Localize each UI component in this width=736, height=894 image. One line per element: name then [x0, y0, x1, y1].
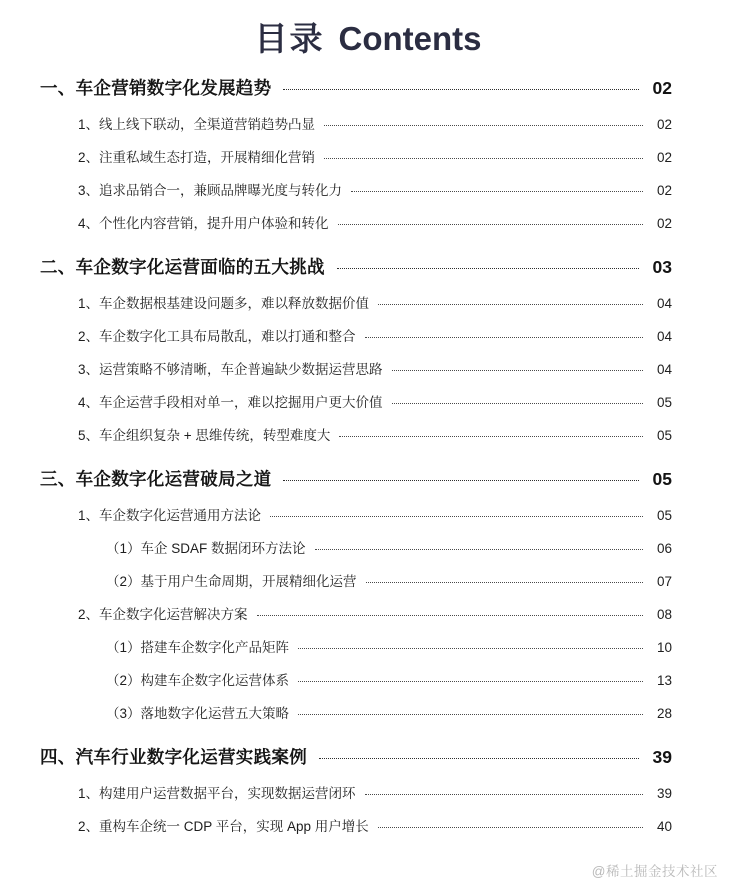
- toc-entry-label: 2、注重私域生态打造，开展精细化营销: [78, 149, 316, 165]
- leader-dots: [298, 680, 643, 682]
- toc-entry-label: 1、线上线下联动，全渠道营销趋势凸显: [78, 116, 316, 132]
- toc-subentry[interactable]: [40, 815, 672, 835]
- toc-entry-label: 1、车企数据根基建设问题多，难以释放数据价值: [78, 295, 370, 311]
- leader-dots: [378, 826, 643, 828]
- watermark: @稀土掘金技术社区: [591, 864, 718, 879]
- leader-dots: [298, 647, 643, 649]
- leader-dots: [339, 435, 643, 437]
- toc-entry-page: 07: [656, 573, 672, 589]
- toc-entry-label: 5、车企组织复杂 + 思维传统，转型难度大: [78, 427, 331, 443]
- toc-section-1: [40, 75, 672, 232]
- toc-subsubentry[interactable]: [40, 537, 672, 557]
- page-title: [0, 0, 736, 65]
- toc-entry-page: 02: [656, 116, 672, 132]
- toc-entry-page: 02: [652, 77, 672, 98]
- toc-subentry[interactable]: [40, 179, 672, 199]
- toc-entry-page: 39: [656, 785, 672, 801]
- page-title-cn: 目录: [254, 20, 325, 57]
- leader-dots: [283, 479, 639, 481]
- toc-entry-label: 四、汽车行业数字化运营实践案例: [40, 746, 307, 767]
- leader-dots: [366, 581, 643, 583]
- toc-entry-label: 2、重构车企统一 CDP 平台，实现 App 用户增长: [78, 818, 369, 834]
- toc-entry-label: 3、追求品销合一，兼顾品牌曝光度与转化力: [78, 182, 343, 198]
- toc-entry-label: （2）基于用户生命周期，开展精细化运营: [106, 573, 357, 589]
- toc-entry-label: 4、个性化内容营销，提升用户体验和转化: [78, 215, 329, 231]
- toc-entry-page: 02: [656, 215, 672, 231]
- toc-section-heading[interactable]: [40, 466, 672, 491]
- leader-dots: [257, 614, 643, 616]
- toc-subentry[interactable]: [40, 782, 672, 802]
- toc-entry-label: 三、车企数字化运营破局之道: [40, 468, 272, 489]
- leader-dots: [365, 336, 643, 338]
- leader-dots: [337, 267, 639, 269]
- toc-entry-page: 08: [656, 606, 672, 622]
- leader-dots: [392, 402, 643, 404]
- toc-subentry[interactable]: [40, 424, 672, 444]
- toc-subentry[interactable]: [40, 603, 672, 623]
- toc-entry-label: （1）搭建车企数字化产品矩阵: [106, 639, 290, 655]
- leader-dots: [392, 369, 643, 371]
- toc-entry-label: 4、车企运营手段相对单一，难以挖掘用户更大价值: [78, 394, 383, 410]
- toc-subentry[interactable]: [40, 292, 672, 312]
- toc-subentry[interactable]: [40, 358, 672, 378]
- toc-entry-label: 1、构建用户运营数据平台，实现数据运营闭环: [78, 785, 356, 801]
- toc-entry-label: 一、车企营销数字化发展趋势: [40, 77, 272, 98]
- toc-subentry[interactable]: [40, 113, 672, 133]
- toc-subentry[interactable]: [40, 212, 672, 232]
- toc-list: [0, 75, 736, 835]
- leader-dots: [351, 190, 643, 192]
- leader-dots: [315, 548, 643, 550]
- toc-section-heading[interactable]: [40, 254, 672, 279]
- toc-entry-page: 05: [656, 507, 672, 523]
- toc-entry-page: 13: [656, 672, 672, 688]
- toc-entry-label: 2、车企数字化运营解决方案: [78, 606, 248, 622]
- leader-dots: [365, 793, 643, 795]
- toc-subsubentry[interactable]: [40, 636, 672, 656]
- leader-dots: [338, 223, 643, 225]
- toc-entry-page: 05: [656, 394, 672, 410]
- toc-entry-label: 1、车企数字化运营通用方法论: [78, 507, 262, 523]
- page-title-en: Contents: [338, 20, 482, 57]
- toc-entry-label: （2）构建车企数字化运营体系: [106, 672, 290, 688]
- toc-entry-page: 28: [656, 705, 672, 721]
- toc-entry-label: 3、运营策略不够清晰，车企普遍缺少数据运营思路: [78, 361, 383, 377]
- toc-section-2: [40, 254, 672, 444]
- toc-entry-label: （3）落地数字化运营五大策略: [106, 705, 290, 721]
- toc-entry-page: 02: [656, 182, 672, 198]
- toc-subsubentry[interactable]: [40, 570, 672, 590]
- toc-subsubentry[interactable]: [40, 702, 672, 722]
- leader-dots: [270, 515, 643, 517]
- toc-entry-page: 10: [656, 639, 672, 655]
- toc-entry-page: 02: [656, 149, 672, 165]
- toc-section-4: [40, 744, 672, 835]
- toc-section-3: [40, 466, 672, 722]
- toc-entry-page: 40: [656, 818, 672, 834]
- toc-entry-label: 2、车企数字化工具布局散乱，难以打通和整合: [78, 328, 356, 344]
- toc-entry-page: 05: [656, 427, 672, 443]
- toc-subentry[interactable]: [40, 391, 672, 411]
- toc-entry-page: 04: [656, 295, 672, 311]
- toc-subentry[interactable]: [40, 146, 672, 166]
- toc-subentry[interactable]: [40, 504, 672, 524]
- toc-subentry[interactable]: [40, 325, 672, 345]
- leader-dots: [378, 303, 643, 305]
- toc-entry-page: 39: [652, 746, 672, 767]
- leader-dots: [324, 124, 643, 126]
- toc-entry-page: 03: [652, 256, 672, 277]
- toc-entry-page: 04: [656, 361, 672, 377]
- leader-dots: [324, 157, 643, 159]
- toc-entry-page: 05: [652, 468, 672, 489]
- toc-entry-page: 06: [656, 540, 672, 556]
- leader-dots: [298, 713, 643, 715]
- toc-entry-label: 二、车企数字化运营面临的五大挑战: [40, 256, 325, 277]
- leader-dots: [283, 88, 639, 90]
- toc-entry-page: 04: [656, 328, 672, 344]
- leader-dots: [319, 757, 639, 759]
- toc-entry-label: （1）车企 SDAF 数据闭环方法论: [106, 540, 306, 556]
- toc-section-heading[interactable]: [40, 744, 672, 769]
- toc-section-heading[interactable]: [40, 75, 672, 100]
- toc-subsubentry[interactable]: [40, 669, 672, 689]
